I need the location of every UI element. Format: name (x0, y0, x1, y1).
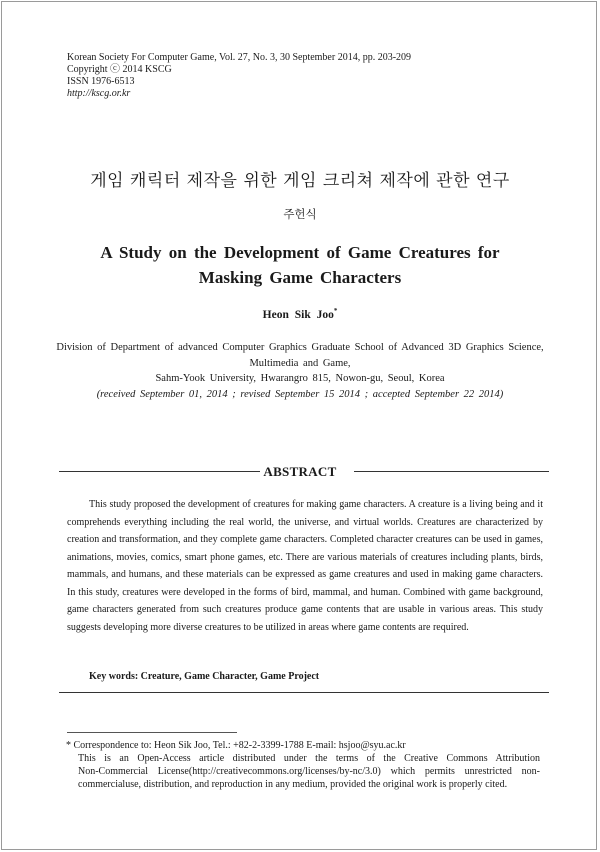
received-dates: (received September 01, 2014 ; revised September 15 2014 ; accepted September 22 2014) (96, 388, 504, 400)
copyright-line: Copyright ⓒ 2014 KSCG (67, 64, 172, 75)
english-author (0, 307, 600, 321)
footnote-line-3: Non-Commercial License(http://creativecommons.org/licenses/by-nc/3.0) which permits unrestricted non- (78, 766, 540, 777)
korean-author: 주헌식 (283, 207, 317, 221)
footnote-rule (67, 732, 237, 733)
affiliation-line-1: Division of Department of advanced Computer Graphics Graduate School of Advanced 3D Graphics Science, Multimedia and Game, (56, 342, 544, 369)
abstract-body: This study proposed the development of creatures for making game characters. A creature is a living being and it comprehends everything including the real world, the universe, and virtual worlds. Creatures are characterized by creation and transformation, and they complete game characters. Completed character creatures can be used in games, animations, movies, comics, smart phone games, etc. There are various materials of creatures including plants, birds, mammals, and humans, and these materials can be expressed as game creatures and used in making game characters. In this study, creatures were developed in the forms of bird, mammal, and human. Combined with game background, game characters generated from such creatures produce game contents that are usable in various areas. This study suggests developing more diverse creatures to be utilized in areas where game contents are required. (67, 499, 543, 633)
page-border (1, 1, 597, 850)
journal-citation: Korean Society For Computer Game, Vol. 27, No. 3, 30 September 2014, pp. 203-209 (67, 52, 412, 63)
keywords: Key words: Creature, Game Character, Game Project (89, 671, 320, 682)
journal-header (67, 52, 411, 100)
correspondence-footnote (66, 739, 540, 791)
journal-url[interactable]: http://kscg.or.kr (67, 88, 131, 99)
footnote-line-2: This is an Open-Access article distributed under the terms of the Creative Commons Attribution (78, 753, 540, 764)
korean-title: 게임 캐릭터 제작을 위한 게임 크리쳐 제작에 관한 연구 (90, 171, 510, 191)
author-footnote-mark: * (333, 307, 338, 315)
abstract-heading: ABSTRACT (263, 464, 337, 479)
abstract-bottom-rule (59, 692, 549, 693)
english-title: A Study on the Development of Game Creatures for Masking Game Characters (100, 243, 500, 287)
affiliation-line-2: Sahm-Yook University, Hwarangro 815, Nowon-gu, Seoul, Korea (155, 373, 445, 384)
footnote-line-1: * Correspondence to: Heon Sik Joo, Tel.: +82-2-3399-1788 E-mail: hsjoo@syu.ac.kr (66, 740, 406, 751)
affiliation (50, 340, 550, 402)
footnote-line-4: commercialuse, distribution, and reproduction in any medium, provided the original work is properly cited. (78, 779, 508, 790)
issn-line: ISSN 1976-6513 (67, 76, 135, 87)
author-name: Heon Sik Joo (262, 308, 334, 321)
